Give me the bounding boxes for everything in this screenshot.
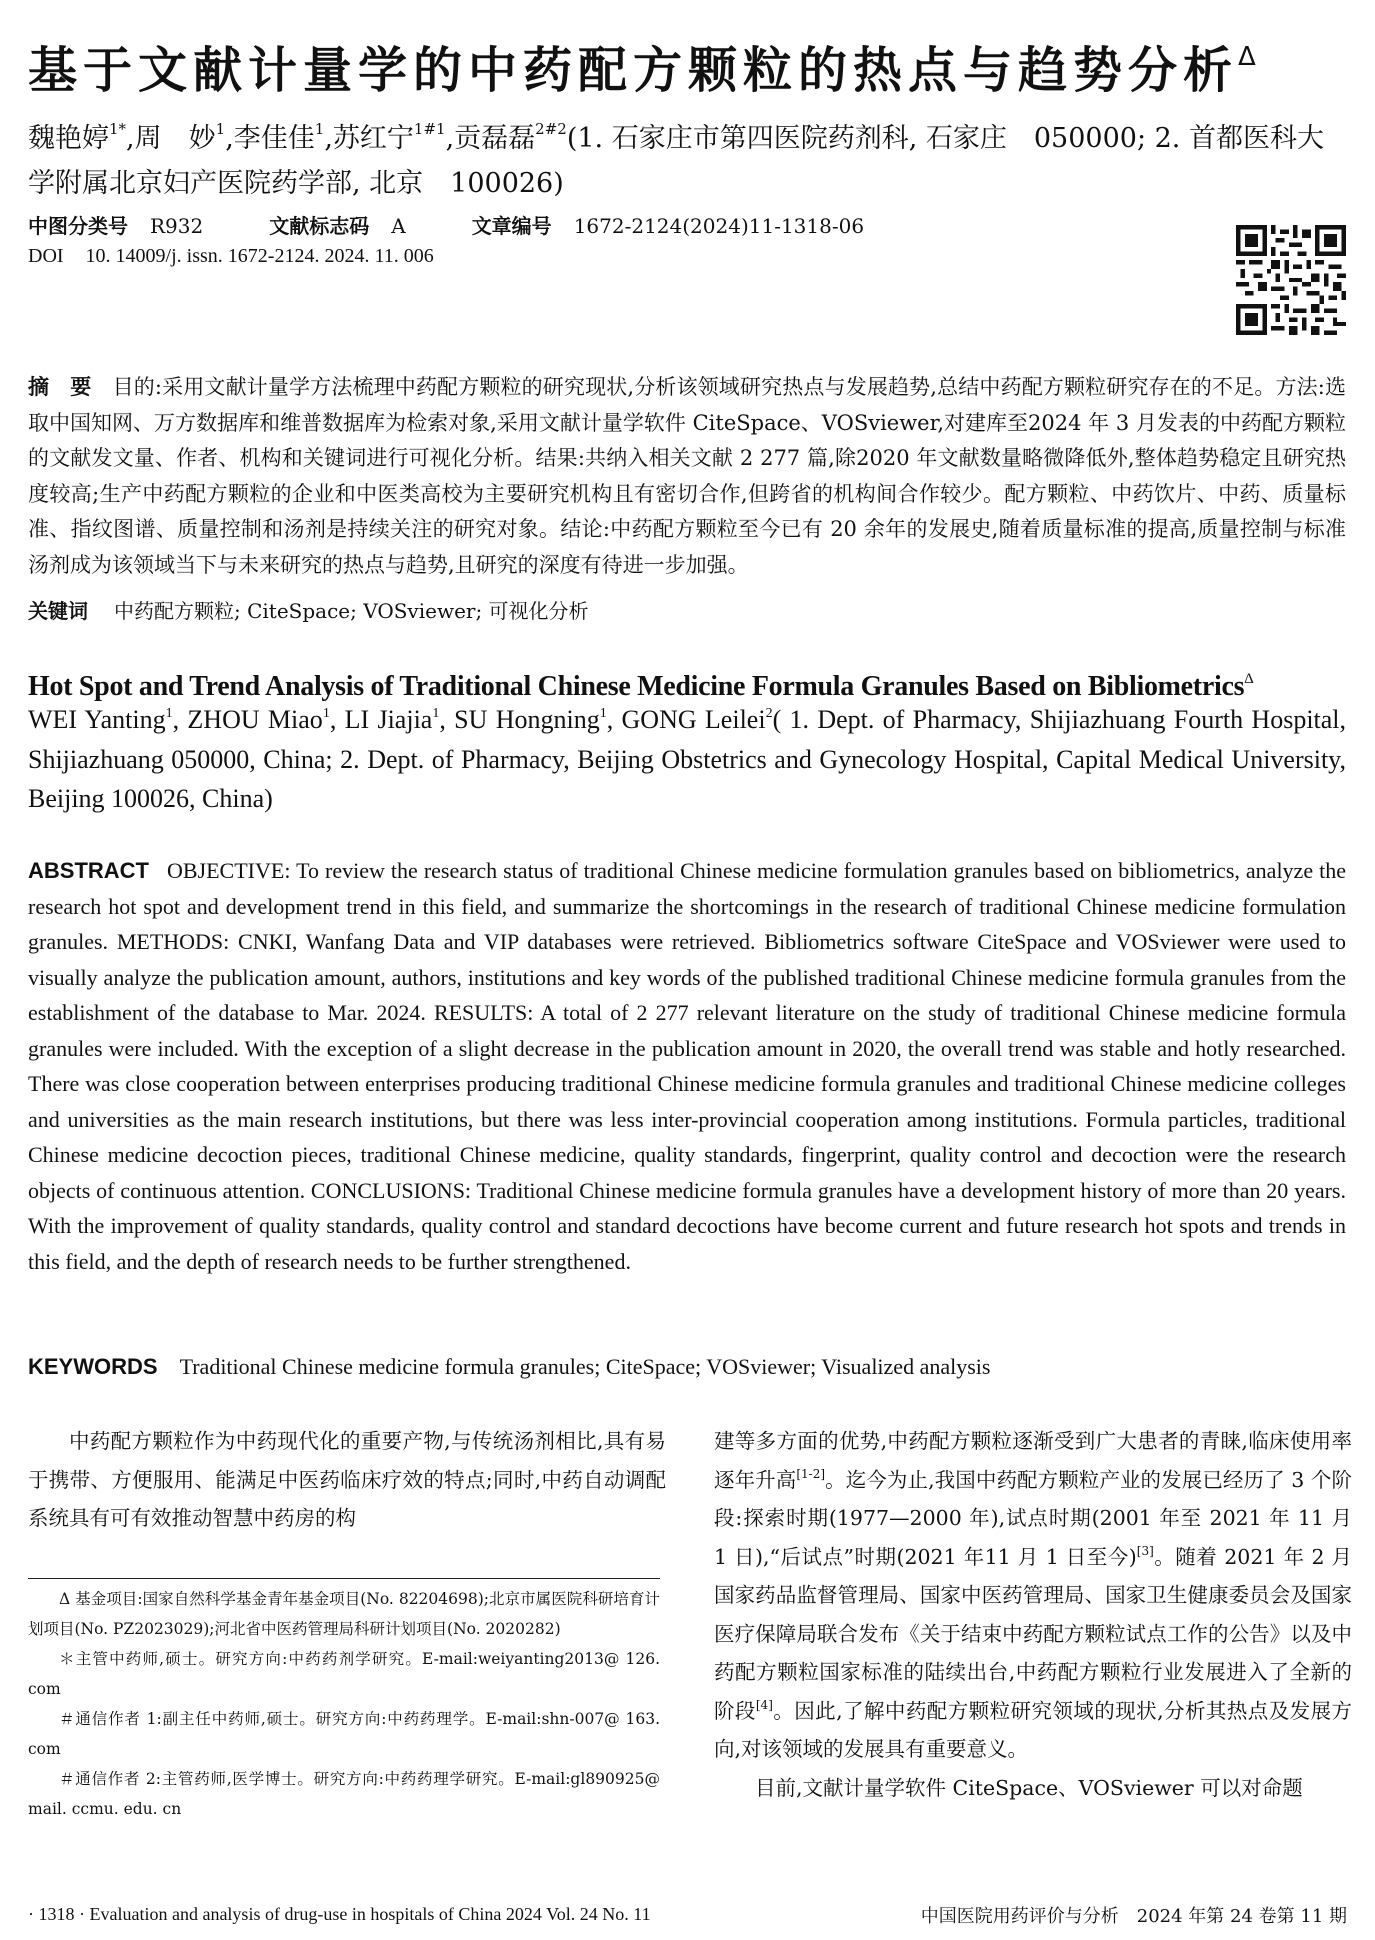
doc-code-label: 文献标志码 xyxy=(269,214,370,238)
author-sup: 1* xyxy=(109,120,127,138)
footnote-divider xyxy=(28,1578,660,1579)
keywords-en-label: KEYWORDS xyxy=(28,1354,158,1379)
citation-ref[interactable]: [1-2] xyxy=(796,1466,826,1481)
clc-value: R932 xyxy=(150,214,204,238)
citation-ref[interactable]: [4] xyxy=(755,1697,773,1712)
keywords-cn-text: 中药配方颗粒; CiteSpace; VOSviewer; 可视化分析 xyxy=(114,599,589,623)
doi-label: DOI xyxy=(28,245,64,267)
title-fund-mark: Δ xyxy=(1238,42,1256,72)
author-en: GONG Leilei xyxy=(621,705,766,734)
body-paragraph: 中药配方颗粒作为中药现代化的重要产物,与传统汤剂相比,具有易于携带、方便服用、能满足中医药临床疗效的特点;同时,中药自动调配系统具有可有效推动智慧中药房的构 xyxy=(28,1429,666,1530)
keywords-en-text: Traditional Chinese medicine formula granules; CiteSpace; VOSviewer; Visualized analysis xyxy=(179,1354,991,1379)
doi-line xyxy=(28,245,434,268)
affiliation-en: ( 1. Dept. of Pharmacy, Shijiazhuang Fourth Hospital, Shijiazhuang 050000, China; 2. Dept. of Pharmacy, Beijing Obstetrics and Gynecology Hospital, Capital Medical University, Beijing 100026, China) xyxy=(28,705,1347,813)
footnote-corresponding-1: ＃通信作者 1:副主任中药师,硕士。研究方向:中药药理学。E-mail:shn-007@ 163. com xyxy=(28,1710,660,1758)
body-text: 。迄今为止,我国中药配方颗粒产业的发展已经历了 3 个阶段:探索时期(1977—2000 年),试点时期(2001 年至 2021 年 11 月 1 日),“后试点”时期(2021 年11 月 1 日至今) xyxy=(714,1467,1353,1569)
abstract-en xyxy=(28,853,1346,1279)
article-title-cn xyxy=(28,26,1348,102)
author-en: SU Hongning xyxy=(454,705,600,734)
author-sup: 1 xyxy=(314,120,325,138)
abstract-en-label: ABSTRACT xyxy=(28,858,149,883)
abstract-en-text: OBJECTIVE: To review the research status of traditional Chinese medicine formulation granules based on bibliometrics, analyze the research hot spot and development trend in this field, and summarize the shortcomings in the research of traditional Chinese medicine formulation granules. METHODS: CNKI, Wanfang Data and VIP databases were retrieved. Bibliometrics software CiteSpace and VOSviewer were used to visually analyze the publication amount, authors, institutions and key words of the published traditional Chinese medicine formula granules from the establishment of the database to Mar. 2024. RESULTS: A total of 2 277 relevant literature on the study of traditional Chinese medicine formula granules were included. With the exception of a slight decrease in the publication amount in 2020, the overall trend was stable and hotly researched. There was close cooperation between enterprises producing traditional Chinese medicine formula granules and traditional Chinese medicine colleges and universities as the main research institutions, but there was less inter-provincial cooperation among institutions. Formula particles, traditional Chinese medicine decoction pieces, traditional Chinese medicine, quality standards, fingerprint, quality control and decoction were the research objects of continuous attention. CONCLUSIONS: Traditional Chinese medicine formula granules have a development history of more than 20 years. With the improvement of quality standards, quality control and standard decoctions have become current and future research hot spots and trends in this field, and the depth of research needs to be further strengthened. xyxy=(28,858,1346,1274)
keywords-cn-label: 关键词 xyxy=(28,599,88,623)
body-text: 。因此,了解中药配方颗粒研究领域的现状,分析其热点及发展方向,对该领域的发展具有重要意义。 xyxy=(714,1698,1353,1761)
doc-code-value: A xyxy=(391,214,406,238)
author-sup: 1#1 xyxy=(413,120,446,138)
title-en-fund-mark: Δ xyxy=(1244,671,1254,687)
footer-left: · 1318 · Evaluation and analysis of drug-use in hospitals of China 2024 Vol. 24 No. 11 xyxy=(28,1904,651,1924)
footnote-first-author: ＊主管中药师,硕士。研究方向:中药药剂学研究。E-mail:weiyanting2013@ 126. com xyxy=(28,1650,660,1698)
footnotes xyxy=(28,1584,660,1824)
author-en-sup: 1 xyxy=(432,706,440,721)
author-en-sup: 2 xyxy=(765,706,773,721)
abstract-cn-label: 摘 要 xyxy=(28,375,92,399)
author-sup: 2#2 xyxy=(535,120,567,138)
author-en-sup: 1 xyxy=(165,706,173,721)
citation-ref[interactable]: [3] xyxy=(1136,1543,1154,1558)
authors-cn: 魏艳婷$^{1*}$,周 妙$^1$,李佳佳$^1$,苏红宁$^{1\#1}$,贡磊磊$^{2\#2}$(1. 石家庄市第四医院药剂科, 石家庄 050000; 2. 首都医科大学附属北京妇产医院药学部, 北京 100026) xyxy=(28,120,1324,199)
title-en-text: Hot Spot and Trend Analysis of Traditional Chinese Medicine Formula Granules Based on Bibliometrics xyxy=(28,671,1245,702)
authors-en: WEI Yanting$^1$, ZHOU Miao$^1$, LI Jiajia$^1$, SU Hongning$^1$, GONG Leilei$^2$( 1. Dept. of Pharmacy, Shijiazhuang Fourth Hospital, Shijiazhuang 050000, China; 2. Dept. of Pharmacy, Beijing Obstetrics and Gynecology Hospital, Capital Medical University, Beijing 100026, China) xyxy=(28,705,1347,813)
footer-right: 中国医院用药评价与分析 2024 年第 24 卷第 11 期 xyxy=(920,1906,1347,1927)
footnote-fund: Δ 基金项目:国家自然科学基金青年基金项目(No. 82204698);北京市属医院科研培育计划项目(No. PZ2023029);河北省中医药管理局科研计划项目(No. 2020282) xyxy=(28,1590,660,1638)
body-text: 。随着 2021 年 2 月国家药品监督管理局、国家中医药管理局、国家卫生健康委员会及国家医疗保障局联合发布《关于结束中药配方颗粒试点工作的公告》以及中药配方颗粒国家标准的陆续出台,中药配方颗粒行业发展进入了全新的阶段 xyxy=(714,1544,1352,1723)
clc-label: 中图分类号 xyxy=(28,214,128,238)
abstract-cn-text: 目的:采用文献计量学方法梳理中药配方颗粒的研究现状,分析该领域研究热点与发展趋势,总结中药配方颗粒研究存在的不足。方法:选取中国知网、万方数据库和维普数据库为检索对象,采用文献计量学软件 CiteSpace、VOSviewer,对建库至2024 年 3 月发表的中药配方颗粒的文献发文量、作者、机构和关键词进行可视化分析。结果:共纳入相关文献 2 277 篇,除2020 年文献数量略微降低外,整体趋势稳定且研究热度较高;生产中药配方颗粒的企业和中医类高校为主要研究机构且有密切合作,但跨省的机构间合作较少。配方颗粒、中药饮片、中药、质量标准、指纹图谱、质量控制和汤剂是持续关注的研究对象。结论:中药配方颗粒至今已有 20 余年的发展史,随着质量标准的提高,质量控制与标准汤剂成为该领域当下与未来研究的热点与趋势,且研究的深度有待进一步加强。 xyxy=(28,375,1347,577)
author-en: WEI Yanting xyxy=(28,705,166,734)
author-cn: 魏艳婷 xyxy=(28,123,109,154)
footnote-corresponding-2: ＃通信作者 2:主管药师,医学博士。研究方向:中药药理学研究。E-mail:gl890925@ mail. ccmu. edu. cn xyxy=(28,1770,660,1818)
author-en-sup: 1 xyxy=(599,706,607,721)
body-column-right xyxy=(714,1422,1352,1807)
doi-value: 10. 14009/j. issn. 1672-2124. 2024. 11. 006 xyxy=(85,245,434,267)
author-cn: 苏红宁 xyxy=(332,123,414,154)
author-cn: 周 妙 xyxy=(134,123,216,154)
author-cn: 李佳佳 xyxy=(233,123,315,154)
body-column-left xyxy=(28,1422,666,1538)
author-en-sup: 1 xyxy=(322,706,330,721)
body-paragraph xyxy=(714,1422,1352,1769)
article-no-label: 文章编号 xyxy=(471,214,552,238)
author-en: LI Jiajia xyxy=(344,705,433,734)
author-cn: 贡磊磊 xyxy=(454,123,536,154)
author-sup: 1 xyxy=(215,120,226,138)
keywords-en xyxy=(28,1350,1346,1384)
body-text: 建等多方面的优势,中药配方颗粒逐渐受到广大患者的青睐,临床使用率逐年升高 xyxy=(714,1429,1352,1492)
title-cn-text: 基于文献计量学的中药配方颗粒的热点与趋势分析 xyxy=(28,42,1239,99)
qr-code-icon xyxy=(1236,225,1346,335)
author-en: ZHOU Miao xyxy=(187,705,323,734)
article-no-value: 1672-2124(2024)11-1318-06 xyxy=(573,214,865,238)
affiliation-cn: (1. 石家庄市第四医院药剂科, 石家庄 050000; 2. 首都医科大学附属北京妇产医院药学部, 北京 100026) xyxy=(28,123,1324,199)
body-paragraph: 目前,文献计量学软件 CiteSpace、VOSviewer 可以对命题 xyxy=(755,1775,1303,1800)
abstract-cn xyxy=(28,370,1346,584)
keywords-cn xyxy=(28,596,1346,626)
classification-line xyxy=(28,210,864,239)
